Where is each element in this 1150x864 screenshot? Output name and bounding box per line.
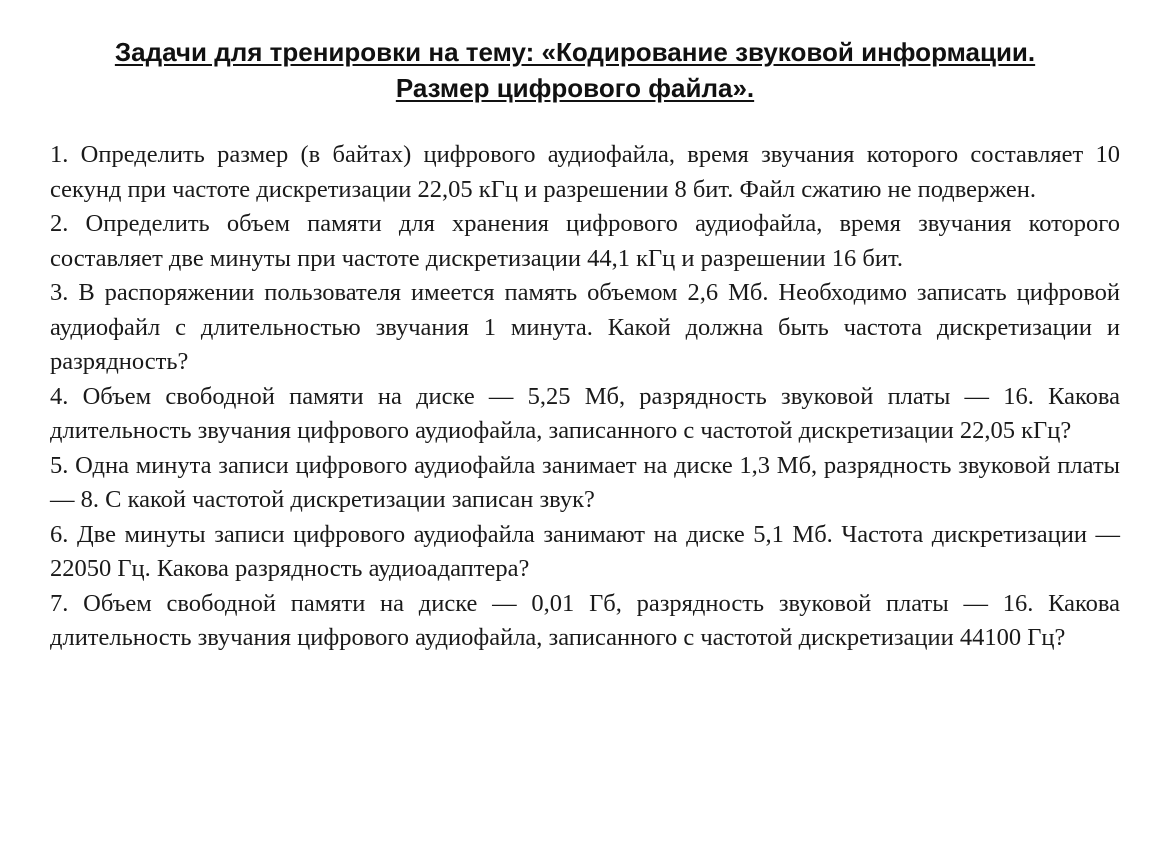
task-item-4 [50, 380, 1120, 449]
task-text: Объем свободной памяти на диске — 0,01 Гб, разрядность звуковой платы — 16. Какова длительность звучания цифрового аудиофайла, записанного с частотой дискретизации 44100 Гц? [50, 589, 1121, 651]
task-number: 3. [50, 279, 69, 306]
task-text: Две минуты записи цифрового аудиофайла занимают на диске 5,1 Мб. Частота дискретизации — 22050 Гц. Какова разрядность аудиоадаптера? [50, 520, 1121, 582]
task-number: 5. [50, 451, 69, 479]
page-title [40, 34, 1110, 106]
task-number: 2. [50, 210, 69, 237]
task-number: 1. [50, 141, 69, 168]
task-item-3 [50, 276, 1120, 380]
task-number: 7. [50, 589, 69, 617]
task-text: Одна минута записи цифрового аудиофайла занимает на диске 1,3 Мб, разрядность звуковой платы — 8. С какой частотой дискретизации записан звук? [50, 451, 1121, 513]
task-item-5 [50, 449, 1120, 518]
task-text: Определить размер (в байтах) цифрового аудиофайла, время звучания которого составляет 10 секунд при частоте дискретизации 22,05 кГц и разрешении 8 бит. Файл сжатию не подвержен. [50, 141, 1120, 203]
task-item-2 [50, 207, 1120, 276]
task-item-1 [50, 138, 1120, 207]
task-number: 6. [50, 520, 69, 548]
title-line-1: Задачи для тренировки на тему: «Кодирование звуковой информации. [114, 37, 1036, 67]
task-text: В распоряжении пользователя имеется память объемом 2,6 Мб. Необходимо записать цифровой аудиофайл с длительностью звучания 1 минута. Какой должна быть частота дискретизации и разрядность? [50, 279, 1120, 375]
task-text: Определить объем памяти для хранения цифрового аудиофайла, время звучания которого составляет две минуты при частоте дискретизации 44,1 кГц и разрешении 16 бит. [50, 210, 1120, 272]
task-number: 4. [50, 382, 69, 410]
task-item-6 [50, 518, 1120, 587]
title-line-2: Размер цифрового файла». [395, 73, 755, 103]
task-text: Объем свободной памяти на диске — 5,25 Мб, разрядность звуковой платы — 16. Какова длительность звучания цифрового аудиофайла, записанного с частотой дискретизации 22,05 кГц? [50, 382, 1120, 444]
task-item-7 [50, 587, 1120, 656]
task-list [50, 138, 1120, 656]
